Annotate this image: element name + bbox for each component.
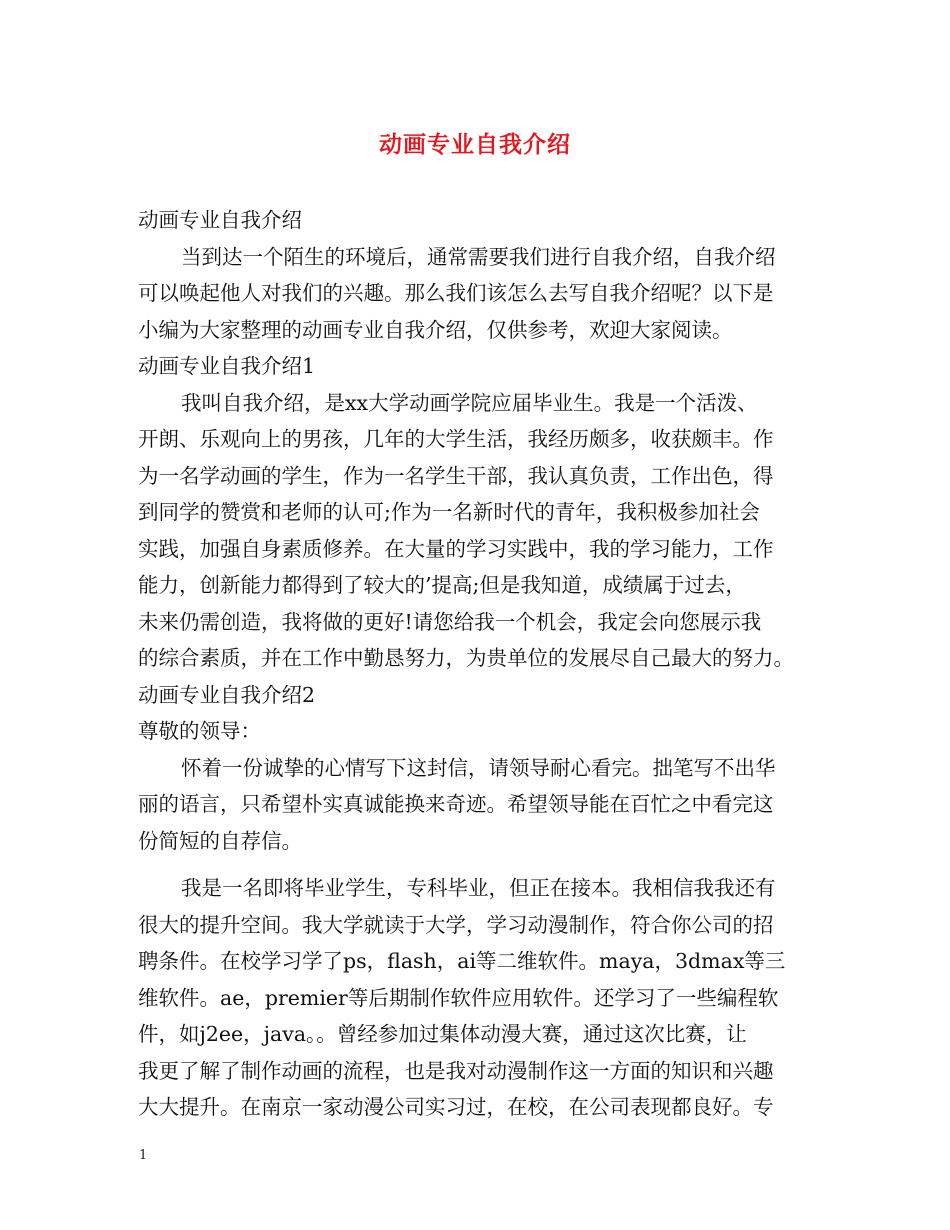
paragraph-line: 开朗、乐观向上的男孩，几年的大学生活，我经历颇多，收获颇丰。作	[138, 427, 774, 451]
document-body	[138, 202, 818, 1126]
paragraph-line: 我是一名即将毕业学生，专科毕业，但正在接本。我相信我我还有	[181, 876, 776, 900]
paragraph-line: 丽的语言，只希望朴实真诚能换来奇迹。希望领导能在百忙之中看完这	[138, 792, 774, 816]
paragraph-line: 聘条件。在校学习学了ps，flash，ai等二维软件。maya，3dmax等三	[138, 949, 786, 973]
section-heading: 动画专业自我介绍1	[138, 354, 316, 378]
paragraph-line: 件，如j2ee，java。。曾经参加过集体动漫大赛，通过这次比赛，让	[138, 1022, 747, 1046]
document-title: 动画专业自我介绍	[379, 131, 571, 158]
paragraph-line: 份简短的自荐信。	[138, 828, 302, 853]
paragraph-line: 怀着一份诚挚的心情写下这封信，请领导耐心看完。拙笔写不出华	[181, 755, 776, 780]
section-heading: 动画专业自我介绍	[138, 208, 302, 232]
paragraph-line: 小编为大家整理的动画专业自我介绍，仅供参考，欢迎大家阅读。	[138, 317, 733, 342]
paragraph-line: 我更了解了制作动画的流程，也是我对动漫制作这一方面的知识和兴趣	[138, 1058, 774, 1083]
paragraph-line: 我叫自我介绍，是xx大学动画学院应届毕业生。我是一个活泼、	[181, 390, 758, 415]
paragraph-line: 很大的提升空间。我大学就读于大学，学习动漫制作，符合你公司的招	[138, 912, 774, 937]
paragraph-spacer	[138, 859, 818, 870]
paragraph-line: 大大提升。在南京一家动漫公司实习过，在校，在公司表现都良好。专	[138, 1095, 774, 1119]
paragraph-line: 当到达一个陌生的环境后，通常需要我们进行自我介绍，自我介绍	[181, 244, 776, 269]
paragraph-line: 未来仍需创造，我将做的更好!请您给我一个机会，我定会向您展示我	[138, 609, 762, 634]
salutation: 尊敬的领导：	[138, 719, 261, 743]
paragraph-line: 能力，创新能力都得到了较大的’提高;但是我知道，成绩属于过去，	[138, 573, 746, 597]
paragraph-line: 维软件。ae，premier等后期制作软件应用软件。还学习了一些编程软	[138, 985, 779, 1010]
section-heading: 动画专业自我介绍2	[138, 682, 316, 707]
paragraph-line: 可以唤起他人对我们的兴趣。那么我们该怎么去写自我介绍呢？以下是	[138, 281, 774, 305]
paragraph-line: 到同学的赞赏和老师的认可;作为一名新时代的青年，我积极参加社会	[138, 500, 760, 524]
paragraph-line: 实践，加强自身素质修养。在大量的学习实践中，我的学习能力，工作	[138, 536, 774, 561]
page-number: 1	[139, 1148, 148, 1163]
paragraph-line: 为一名学动画的学生，作为一名学生干部，我认真负责，工作出色，得	[138, 463, 774, 488]
paragraph-line: 的综合素质，并在工作中勤恳努力，为贵单位的发展尽自己最大的努力。	[138, 646, 794, 670]
